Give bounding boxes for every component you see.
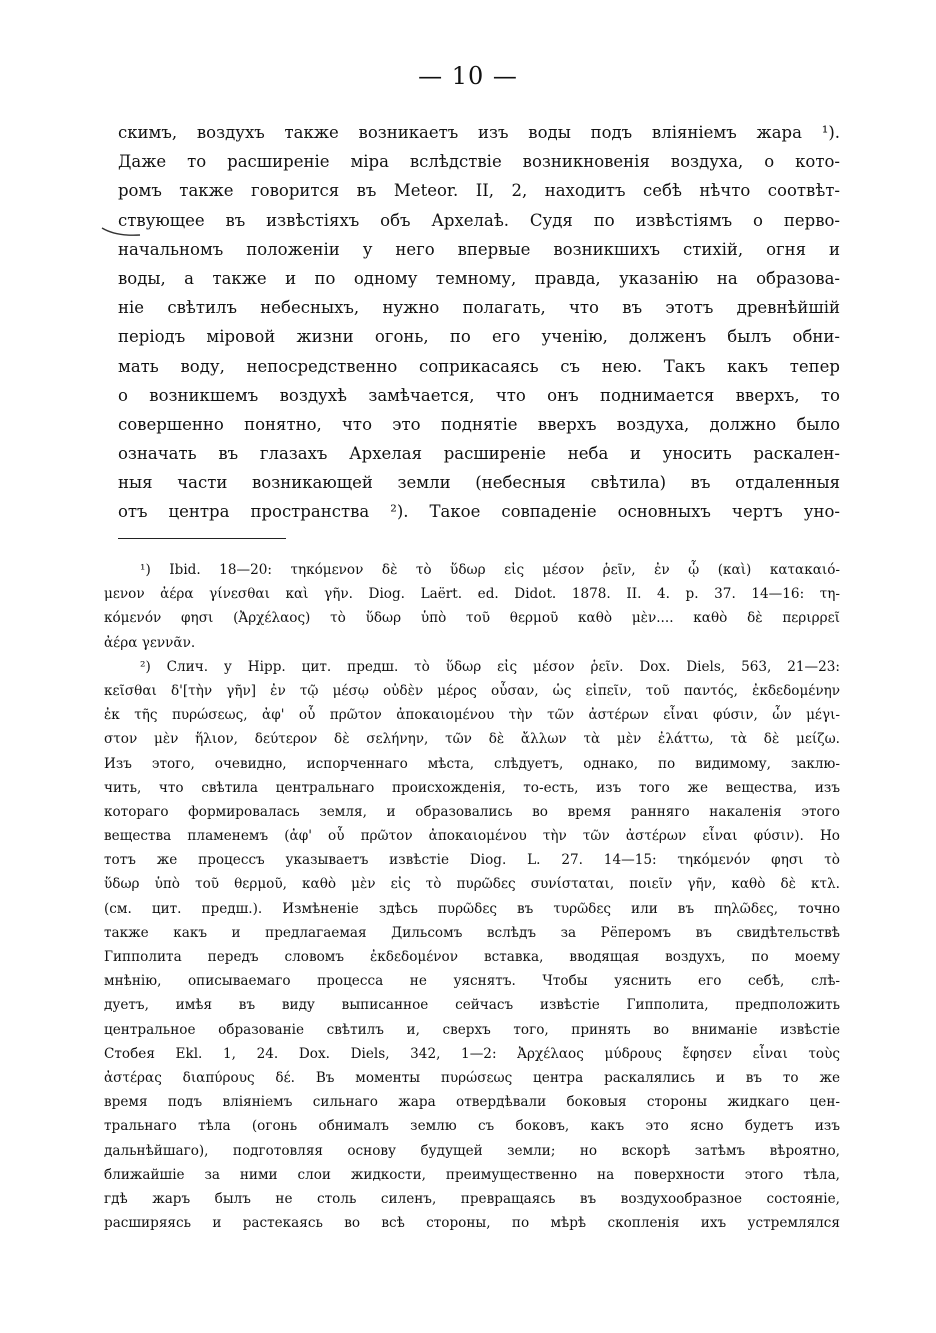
footnote-line: котораго формировалась земля, и образовались во время ранняго накаленія этого	[104, 803, 840, 820]
text-line: ствующее въ извѣстіяхъ объ Архелаѣ. Судя по извѣстіямъ о перво-	[118, 210, 840, 230]
footnote-line: Изъ этого, очевидно, испорченнаго мѣста, слѣдуетъ, однако, по видимому, заклю-	[104, 755, 840, 772]
footnote-line: чить, что свѣтила центральнаго происхожденія, то-есть, изъ того же вещества, изъ	[104, 779, 840, 796]
footnote-line: тотъ же процессъ указываетъ извѣстіе Diog. L. 27. 14—15: τηκόμενόν φησι τὸ	[104, 852, 840, 869]
footnote-line: στον μὲν ἥλιον, δεύτερον δὲ σελήνην, τῶν δὲ ἄλλων τὰ μὲν ἐλάττω, τὰ δὲ μείζω.	[104, 731, 840, 748]
pencil-mark	[100, 224, 160, 244]
text-line: начальномъ положеніи у него впервые возникшихъ стихій, огня и	[118, 239, 840, 259]
footnote-line: ²) Слич. у Hipp. цит. предш. τὸ ὕδωρ εἰς μέσον ῥεῖν. Dox. Diels, 563, 21—23:	[140, 658, 840, 675]
footnotes	[104, 558, 840, 1235]
footnote-line: мнѣнію, описываемаго процесса не уяснятъ. Чтобы уяснить его себѣ, слѣ-	[104, 973, 840, 990]
footnote-line: тральнаго тѣла (огонь обнималъ землю съ боковъ, какъ это ясно будетъ изъ	[104, 1118, 840, 1135]
footnote-line: ἐκ τῆς πυρώσεως, ἀφ' οὗ πρῶτον ἀποκαιομένου τὴν τῶν ἀστέρων εἶναι φύσιν, ὧν μέγι-	[104, 707, 840, 724]
footnote-line: Стобея Ekl. 1, 24. Dox. Diels, 342, 1—2: Ἀρχέλαος μύδρους ἔφησεν εἶναι τοὺς	[104, 1045, 840, 1062]
footnote-line: κόμενόν φησι (Ἀρχέλαος) τὸ ὕδωρ ὑπὸ τοῦ θερμοῦ καθὸ μὲν.... καθὸ δὲ περιρρεῖ	[104, 610, 840, 627]
footnote-line: дальнѣйшаго), подготовляя основу будущей земли; но вскорѣ затѣмъ вѣроятно,	[104, 1142, 840, 1159]
main-text	[118, 118, 840, 527]
footnote-line: ἀστέρας διαπύρους δέ. Въ моменты πυρώσεως центра раскалялись и въ то же	[104, 1069, 840, 1086]
text-line: воды, а также и по одному темному, правда, указанію на образова-	[118, 268, 840, 288]
footnote-line: ¹) Ibid. 18—20: τηκόμενον δὲ τὸ ὕδωρ εἰς μέσον ῥεῖν, ἐν ᾧ (καὶ) κατακαιό-	[140, 562, 840, 578]
text-line: ромъ также говорится въ Meteor. II, 2, находитъ себѣ нѣчто соотвѣт-	[118, 181, 840, 201]
page-number: — 10 —	[418, 62, 518, 90]
footnote-line: Гипполита передъ словомъ ἐκδεδομένον вставка, вводящая воздухъ, по моему	[104, 949, 840, 965]
text-line: мать воду, непосредственно соприкасаясь съ нею. Такъ какъ тепер	[118, 356, 840, 376]
footnote-line: вещества пламенемъ (ἀφ' οὗ πρῶτον ἀποκαιομένου τὴν τῶν ἀστέρων εἶναι φύσιν). Но	[104, 828, 840, 845]
text-line: о возникшемъ воздухѣ замѣчается, что онъ поднимается вверхъ, то	[118, 385, 840, 405]
text-line: ныя части возникающей земли (небесныя свѣтила) въ отдаленныя	[118, 473, 840, 493]
footnote-line: гдѣ жаръ былъ не столь силенъ, превращаясь въ воздухообразное состояніе,	[104, 1190, 840, 1207]
footnote-line: также какъ и предлагаемая Дильсомъ вслѣдъ за Рёперомъ въ свидѣтельствѣ	[104, 924, 840, 941]
footnote-line: центральное образованіе свѣтилъ и, сверхъ того, принять во вниманіе извѣстіе	[104, 1021, 840, 1038]
text-line: означать въ глазахъ Архелая расширеніе неба и уносить раскален-	[118, 444, 840, 464]
text-line: совершенно понятно, что это поднятіе вверхъ воздуха, должно было	[118, 414, 840, 434]
footnote-line: ὕδωρ ὑπὸ τοῦ θερμοῦ, καθὸ μὲν εἰς τὸ πυρῶδες συνίσταται, ποιεῖν γῆν, καθὸ δὲ κτλ.	[104, 876, 840, 893]
footnote-line: ближайшіе за ними слои жидкости, преимущественно на поверхности этого тѣла,	[104, 1166, 840, 1183]
text-line: Даже то расширеніе міра вслѣдствіе возникновенія воздуха, о кото-	[118, 152, 840, 172]
footnote-separator	[118, 538, 286, 539]
text-line: скимъ, воздухъ также возникаетъ изъ воды подъ вліяніемъ жара ¹).	[118, 123, 840, 142]
footnote-line: (см. цит. предш.). Измѣненіе здѣсь πυρῶδες въ τυρῶδες или въ πηλῶδες, точно	[104, 900, 840, 917]
footnote-line: время подъ вліяніемъ сильнаго жара отвердѣвали боковыя стороны жидкаго цен-	[104, 1094, 840, 1111]
footnote-line: ἀέρα γεννᾶν.	[104, 634, 196, 651]
footnote-line: κεῖσθαι δ'[τὴν γῆν] ἐν τῷ μέσῳ οὐδὲν μέρος οὖσαν, ὡς εἰπεῖν, τοῦ παντός, ἐκδεδομένην	[104, 682, 840, 699]
text-line: ніе свѣтилъ небесныхъ, нужно полагать, что въ этотъ древнѣйшій	[118, 298, 840, 318]
footnote-line: μενον ἀέρα γίνεσθαι καὶ γῆν. Diog. Laërt. ed. Didot. 1878. II. 4. p. 37. 14—16: τη-	[104, 586, 840, 603]
text-line: отъ центра пространства ²). Такое совпаденіе основныхъ чертъ уно-	[118, 502, 840, 522]
footnote-line: дуетъ, имѣя въ виду выписанное сейчасъ извѣстіе Гипполита, предположить	[104, 997, 840, 1014]
footnote-line: расширяясь и растекаясь во всѣ стороны, по мѣрѣ скопленія ихъ устремлялся	[104, 1215, 840, 1232]
text-line: періодъ міровой жизни огонь, по его ученію, долженъ былъ обни-	[118, 327, 840, 347]
